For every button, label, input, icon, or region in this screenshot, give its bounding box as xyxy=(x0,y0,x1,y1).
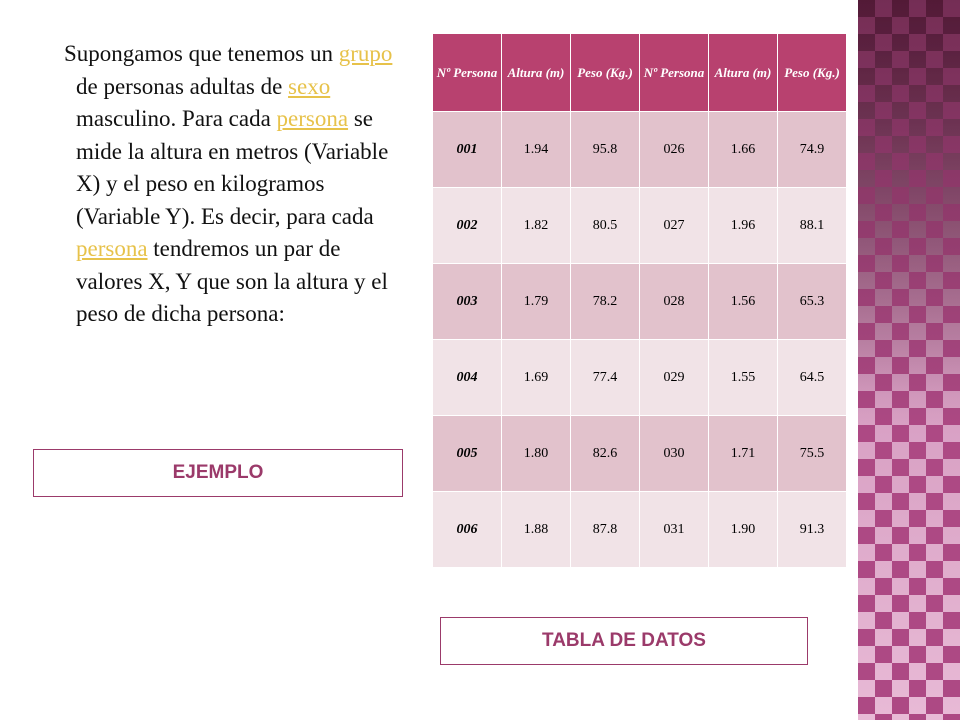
intro-paragraph xyxy=(52,38,412,331)
link-sexo[interactable]: sexo xyxy=(288,73,331,99)
cell-altura: 1.80 xyxy=(502,416,571,492)
header-altura-2: Altura (m) xyxy=(709,34,778,112)
cell-persona-id: 031 xyxy=(640,492,709,568)
table-row xyxy=(433,416,847,492)
table-row xyxy=(433,340,847,416)
table-row xyxy=(433,188,847,264)
cell-persona-id: 027 xyxy=(640,188,709,264)
cell-altura: 1.82 xyxy=(502,188,571,264)
cell-persona-id: 004 xyxy=(433,340,502,416)
cell-altura: 1.90 xyxy=(709,492,778,568)
cell-altura: 1.71 xyxy=(709,416,778,492)
cell-altura: 1.56 xyxy=(709,264,778,340)
table-row xyxy=(433,264,847,340)
cell-peso: 88.1 xyxy=(778,188,847,264)
cell-persona-id: 026 xyxy=(640,112,709,188)
intro-text-4: se mide la altura en metros (Variable X) y el peso en kilogramos (Variable Y). Es decir, para cada xyxy=(76,106,389,229)
cell-peso: 78.2 xyxy=(571,264,640,340)
cell-persona-id: 005 xyxy=(433,416,502,492)
header-peso-2: Peso (Kg.) xyxy=(778,34,847,112)
cell-altura: 1.94 xyxy=(502,112,571,188)
example-label-box xyxy=(33,449,403,497)
link-persona-1[interactable]: persona xyxy=(276,106,349,131)
header-persona-2: Nº Persona xyxy=(640,34,709,112)
cell-persona-id: 030 xyxy=(640,416,709,492)
link-grupo[interactable]: grupo xyxy=(338,41,393,66)
cell-persona-id: 029 xyxy=(640,340,709,416)
table-row xyxy=(433,492,847,568)
cell-peso: 77.4 xyxy=(571,340,640,416)
data-table xyxy=(432,33,847,568)
cell-peso: 64.5 xyxy=(778,340,847,416)
table-label-box xyxy=(440,617,808,665)
decorative-side-strip xyxy=(858,0,960,720)
cell-altura: 1.96 xyxy=(709,188,778,264)
intro-text-2: de personas adultas de xyxy=(76,73,289,99)
cell-persona-id: 002 xyxy=(433,188,502,264)
cell-peso: 91.3 xyxy=(778,492,847,568)
cell-peso: 95.8 xyxy=(571,112,640,188)
cell-peso: 65.3 xyxy=(778,264,847,340)
table-row xyxy=(433,112,847,188)
cell-persona-id: 003 xyxy=(433,264,502,340)
cell-altura: 1.66 xyxy=(709,112,778,188)
intro-text-5: tendremos un par de valores X, Y que son la altura y el peso de dicha persona: xyxy=(76,236,388,326)
cell-altura: 1.69 xyxy=(502,340,571,416)
link-persona-2[interactable]: persona xyxy=(76,236,148,261)
header-altura-1: Altura (m) xyxy=(502,34,571,112)
cell-peso: 75.5 xyxy=(778,416,847,492)
header-peso-1: Peso (Kg.) xyxy=(571,34,640,112)
cell-persona-id: 006 xyxy=(433,492,502,568)
cell-altura: 1.55 xyxy=(709,340,778,416)
table-label: TABLA DE DATOS xyxy=(542,630,706,651)
cell-peso: 80.5 xyxy=(571,188,640,264)
cell-persona-id: 001 xyxy=(433,112,502,188)
cell-peso: 82.6 xyxy=(571,416,640,492)
cell-altura: 1.88 xyxy=(502,492,571,568)
table-header-row xyxy=(433,34,847,112)
cell-peso: 87.8 xyxy=(571,492,640,568)
intro-text-1: Supongamos que tenemos un xyxy=(64,41,339,66)
intro-text-3: masculino. Para cada xyxy=(76,106,277,131)
header-persona-1: Nº Persona xyxy=(433,34,502,112)
example-label: EJEMPLO xyxy=(172,462,264,483)
cell-altura: 1.79 xyxy=(502,264,571,340)
cell-peso: 74.9 xyxy=(778,112,847,188)
cell-persona-id: 028 xyxy=(640,264,709,340)
